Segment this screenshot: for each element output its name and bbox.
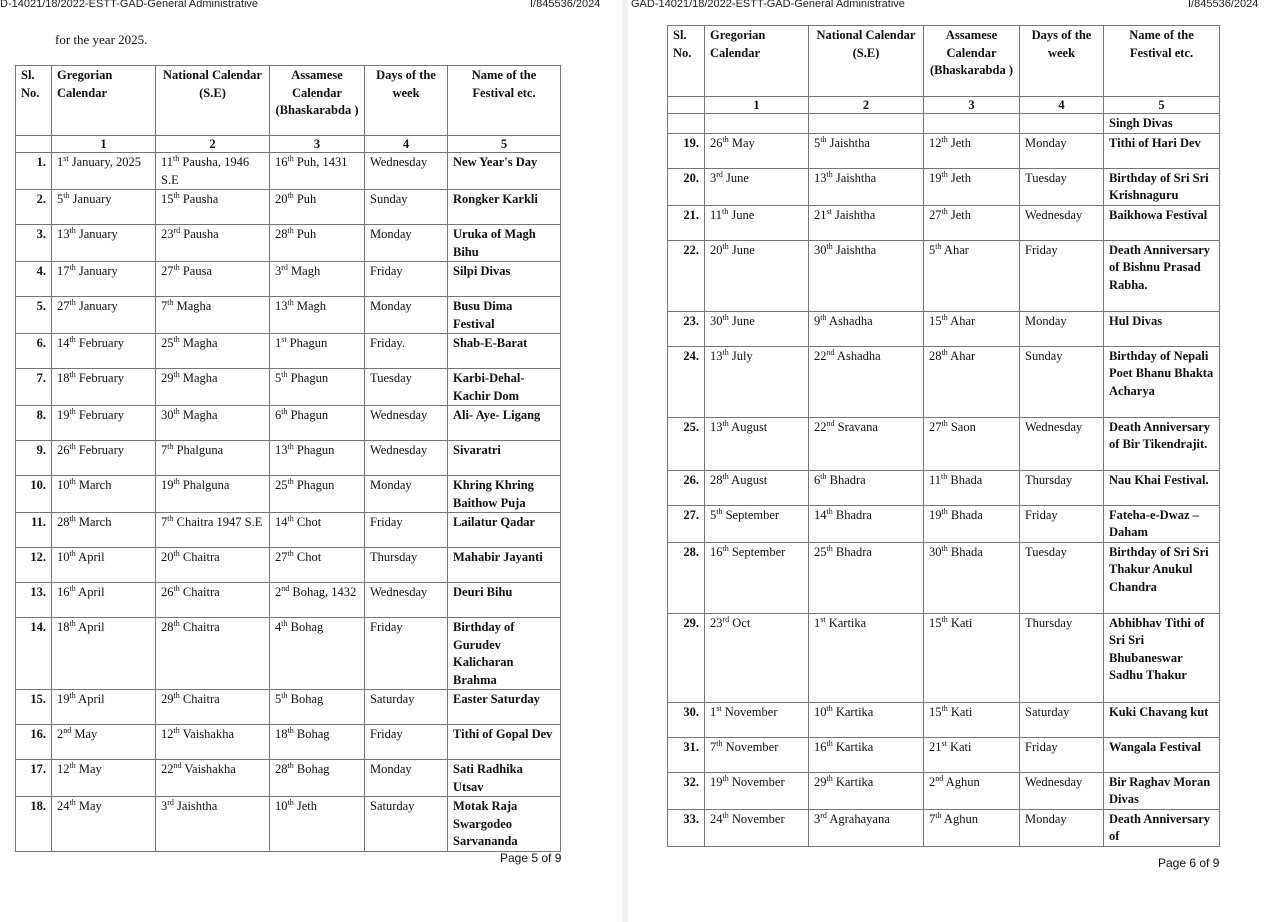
national-date-cell: 21st Jaishtha [809,205,924,240]
sl-cell: 11. [16,513,52,548]
table-row [16,725,561,760]
assamese-date-cell: 1st Phagun [270,334,365,369]
national-date-cell: 16th Kartika [809,737,924,772]
festival-name-cell: Rongker Karkli [448,190,561,225]
gregorian-date-cell: 14th February [52,334,156,369]
sl-cell: 25. [668,417,705,470]
sl-cell: 33. [668,809,705,846]
assamese-date-cell: 19th Jeth [924,168,1020,205]
national-date-cell: 12th Vaishakha [156,725,270,760]
receipt-number-header: I/845536/2024 [530,0,601,10]
sl-cell: 22. [668,240,705,311]
national-date-cell: 29th Kartika [809,772,924,809]
festival-name-cell: Motak Raja Swargodeo Sarvananda [448,797,561,852]
gregorian-date-cell: 26th May [705,133,809,168]
weekday-cell: Sunday [365,190,448,225]
table-row [16,190,561,225]
column-number-row [16,136,561,153]
national-date-cell: 1st Kartika [809,613,924,702]
festival-name-cell: Khring Khring Baithow Puja [448,476,561,513]
continuation-text: Singh Divas [1104,114,1220,134]
national-date-cell: 14th Bhadra [809,505,924,542]
national-date-cell: 9th Ashadha [809,311,924,346]
continuation-blank [1020,114,1104,134]
table-row [668,737,1220,772]
assamese-date-cell: 6th Phagun [270,406,365,441]
national-date-cell: 19th Phalguna [156,476,270,513]
weekday-cell: Friday [365,513,448,548]
gregorian-date-cell: 7th November [705,737,809,772]
festival-name-cell: Easter Saturday [448,690,561,725]
assamese-date-cell: 19th Bhada [924,505,1020,542]
assamese-date-cell: 21st Kati [924,737,1020,772]
table-row [668,240,1220,311]
festival-name-cell: Fateha-e-Dwaz – Daham [1104,505,1220,542]
sl-cell: 15. [16,690,52,725]
table-row [668,205,1220,240]
national-date-cell: 5th Jaishtha [809,133,924,168]
document-page-6 [628,0,1280,922]
table-row [668,168,1220,205]
weekday-cell: Monday [365,297,448,334]
weekday-cell: Friday. [365,334,448,369]
weekday-cell: Thursday [365,548,448,583]
gregorian-date-cell: 16th September [705,542,809,613]
national-date-cell: 30th Magha [156,406,270,441]
table-row [16,618,561,690]
table-row [668,613,1220,702]
weekday-cell: Wednesday [365,153,448,190]
assamese-date-cell: 28th Puh [270,225,365,262]
festival-name-cell: Birthday of Nepali Poet Bhanu Bhakta Acharya [1104,346,1220,417]
assamese-date-cell: 15th Kati [924,613,1020,702]
table-row [16,153,561,190]
assamese-date-cell: 4th Bohag [270,618,365,690]
table-row [16,225,561,262]
sl-cell: 2. [16,190,52,225]
festival-name-cell: Death Anniversary of Bishnu Prasad Rabha. [1104,240,1220,311]
gregorian-date-cell: 18th April [52,618,156,690]
weekday-cell: Wednesday [365,406,448,441]
file-reference-header: D-14021/18/2022-ESTT-GAD-General Administrative [0,0,259,10]
national-date-cell: 26th Chaitra [156,583,270,618]
national-date-cell: 20th Chaitra [156,548,270,583]
table-row [16,441,561,476]
weekday-cell: Friday [365,618,448,690]
sl-cell: 28. [668,542,705,613]
col-number: 1 [52,136,156,153]
weekday-cell: Wednesday [365,441,448,476]
weekday-cell: Tuesday [1020,542,1104,613]
col-number: 3 [270,136,365,153]
sl-cell: 12. [16,548,52,583]
weekday-cell: Saturday [1020,702,1104,737]
sl-cell: 23. [668,311,705,346]
col-header-sl: Sl. No. [668,26,705,97]
festival-name-cell: Birthday of Sri Sri Krishnaguru [1104,168,1220,205]
national-date-cell: 27th Pausa [156,262,270,297]
table-row [668,542,1220,613]
festival-name-cell: Birthday of Sri Sri Thakur Anukul Chandra [1104,542,1220,613]
weekday-cell: Thursday [1020,470,1104,505]
gregorian-date-cell: 10th March [52,476,156,513]
gregorian-date-cell: 20th June [705,240,809,311]
sl-cell: 27. [668,505,705,542]
national-date-cell: 22nd Vaishakha [156,760,270,797]
assamese-date-cell: 5th Phagun [270,369,365,406]
festival-name-cell: Sivaratri [448,441,561,476]
festival-name-cell: Tithi of Gopal Dev [448,725,561,760]
national-date-cell: 29th Chaitra [156,690,270,725]
sl-cell: 10. [16,476,52,513]
festival-name-cell: Lailatur Qadar [448,513,561,548]
continuation-blank [705,114,809,134]
weekday-cell: Thursday [1020,613,1104,702]
weekday-cell: Friday [365,262,448,297]
col-header-assamese: Assamese Calendar (Bhaskarabda ) [924,26,1020,97]
gregorian-date-cell: 13th August [705,417,809,470]
assamese-date-cell: 25th Phagun [270,476,365,513]
table-row [668,470,1220,505]
table-row [16,797,561,852]
sl-cell: 18. [16,797,52,852]
assamese-date-cell: 30th Bhada [924,542,1020,613]
assamese-date-cell: 28th Ahar [924,346,1020,417]
festival-name-cell: Silpi Divas [448,262,561,297]
col-number: 2 [156,136,270,153]
festival-name-cell: Baikhowa Festival [1104,205,1220,240]
weekday-cell: Friday [1020,505,1104,542]
gregorian-date-cell: 19th April [52,690,156,725]
col-number-blank [16,136,52,153]
national-date-cell: 30th Jaishtha [809,240,924,311]
sl-cell: 20. [668,168,705,205]
sl-cell: 19. [668,133,705,168]
table-row [668,133,1220,168]
table-row [16,690,561,725]
weekday-cell: Wednesday [1020,205,1104,240]
weekday-cell: Wednesday [365,583,448,618]
weekday-cell: Wednesday [1020,772,1104,809]
weekday-cell: Saturday [365,690,448,725]
gregorian-date-cell: 13th July [705,346,809,417]
holiday-table-left [15,65,561,852]
col-header-national: National Calendar (S.E) [156,66,270,136]
national-date-cell: 6th Bhadra [809,470,924,505]
national-date-cell: 28th Chaitra [156,618,270,690]
gregorian-date-cell: 19th November [705,772,809,809]
table-row [668,772,1220,809]
intro-text: for the year 2025. [55,32,148,47]
col-number: 4 [365,136,448,153]
col-header-national: National Calendar (S.E) [809,26,924,97]
sl-cell: 7. [16,369,52,406]
gregorian-date-cell: 17th January [52,262,156,297]
col-header-sl: Sl. No. [16,66,52,136]
gregorian-date-cell: 12th May [52,760,156,797]
table-row [668,311,1220,346]
assamese-date-cell: 11th Bhada [924,470,1020,505]
table-row [668,505,1220,542]
assamese-date-cell: 27th Saon [924,417,1020,470]
weekday-cell: Monday [365,225,448,262]
national-date-cell: 3rd Agrahayana [809,809,924,846]
weekday-cell: Tuesday [365,369,448,406]
continuation-blank [809,114,924,134]
festival-name-cell: Wangala Festival [1104,737,1220,772]
sl-cell: 1. [16,153,52,190]
weekday-cell: Sunday [1020,346,1104,417]
weekday-cell: Wednesday [1020,417,1104,470]
gregorian-date-cell: 24th May [52,797,156,852]
sl-cell: 4. [16,262,52,297]
table-row [668,809,1220,846]
sl-cell: 30. [668,702,705,737]
national-date-cell: 22nd Ashadha [809,346,924,417]
national-date-cell: 7th Magha [156,297,270,334]
festival-name-cell: Karbi-Dehal-Kachir Dom [448,369,561,406]
weekday-cell: Saturday [365,797,448,852]
national-date-cell: 29th Magha [156,369,270,406]
table-header-row [668,26,1220,97]
national-date-cell: 25th Magha [156,334,270,369]
assamese-date-cell: 13th Magh [270,297,365,334]
table-row [16,334,561,369]
festival-name-cell: Mahabir Jayanti [448,548,561,583]
festival-name-cell: Nau Khai Festival. [1104,470,1220,505]
file-reference-header: GAD-14021/18/2022-ESTT-GAD-General Administrative [631,0,905,10]
column-number-row [668,97,1220,114]
table-row [16,369,561,406]
holiday-table-right [667,25,1220,847]
festival-name-cell: Bir Raghav Moran Divas [1104,772,1220,809]
col-header-festival: Name of the Festival etc. [448,66,561,136]
assamese-date-cell: 14th Chot [270,513,365,548]
assamese-date-cell: 7th Aghun [924,809,1020,846]
sl-cell: 21. [668,205,705,240]
national-date-cell: 10th Kartika [809,702,924,737]
continuation-blank [668,114,705,134]
sl-cell: 9. [16,441,52,476]
festival-name-cell: New Year's Day [448,153,561,190]
festival-name-cell: Hul Divas [1104,311,1220,346]
sl-cell: 6. [16,334,52,369]
gregorian-date-cell: 13th January [52,225,156,262]
assamese-date-cell: 13th Phagun [270,441,365,476]
festival-name-cell: Sati Radhika Utsav [448,760,561,797]
continuation-blank [924,114,1020,134]
col-number: 2 [809,97,924,114]
table-row [16,297,561,334]
sl-cell: 17. [16,760,52,797]
festival-name-cell: Uruka of Magh Bihu [448,225,561,262]
table-row [16,513,561,548]
festival-name-cell: Abhibhav Tithi of Sri Sri Bhubaneswar Sadhu Thakur [1104,613,1220,702]
table-row [16,583,561,618]
gregorian-date-cell: 1st November [705,702,809,737]
assamese-date-cell: 16th Puh, 1431 [270,153,365,190]
weekday-cell: Friday [1020,240,1104,311]
national-date-cell: 7th Chaitra 1947 S.E [156,513,270,548]
gregorian-date-cell: 24th November [705,809,809,846]
assamese-date-cell: 2nd Aghun [924,772,1020,809]
gregorian-date-cell: 18th February [52,369,156,406]
sl-cell: 29. [668,613,705,702]
gregorian-date-cell: 10th April [52,548,156,583]
document-page-5 [0,0,622,922]
table-row [16,548,561,583]
festival-name-cell: Tithi of Hari Dev [1104,133,1220,168]
festival-name-cell: Busu Dima Festival [448,297,561,334]
national-date-cell: 7th Phalguna [156,441,270,476]
page-number: Page 5 of 9 [500,851,562,865]
festival-name-cell: Shab-E-Barat [448,334,561,369]
col-header-day: Days of the week [365,66,448,136]
assamese-date-cell: 10th Jeth [270,797,365,852]
table-header-row [16,66,561,136]
sl-cell: 16. [16,725,52,760]
table-row [16,262,561,297]
table-row [16,760,561,797]
col-header-gregorian: Gregorian Calendar [52,66,156,136]
table-row [16,476,561,513]
gregorian-date-cell: 26th February [52,441,156,476]
col-number: 4 [1020,97,1104,114]
receipt-number-header: I/845536/2024 [1188,0,1259,10]
weekday-cell: Monday [1020,311,1104,346]
weekday-cell: Monday [365,760,448,797]
col-number: 5 [448,136,561,153]
gregorian-date-cell: 11th June [705,205,809,240]
weekday-cell: Friday [365,725,448,760]
weekday-cell: Friday [1020,737,1104,772]
sl-cell: 3. [16,225,52,262]
sl-cell: 5. [16,297,52,334]
festival-name-cell: Death Anniversary of Bir Tikendrajit. [1104,417,1220,470]
festival-name-cell: Death Anniversary of [1104,809,1220,846]
festival-name-cell: Kuki Chavang kut [1104,702,1220,737]
sl-cell: 24. [668,346,705,417]
assamese-date-cell: 28th Bohag [270,760,365,797]
gregorian-date-cell: 2nd May [52,725,156,760]
col-number: 5 [1104,97,1220,114]
festival-name-cell: Deuri Bihu [448,583,561,618]
col-header-festival: Name of the Festival etc. [1104,26,1220,97]
sl-cell: 14. [16,618,52,690]
gregorian-date-cell: 19th February [52,406,156,441]
gregorian-date-cell: 27th January [52,297,156,334]
gregorian-date-cell: 5th January [52,190,156,225]
national-date-cell: 11th Pausha, 1946 S.E [156,153,270,190]
table-row [668,417,1220,470]
national-date-cell: 3rd Jaishtha [156,797,270,852]
sl-cell: 31. [668,737,705,772]
sl-cell: 32. [668,772,705,809]
col-header-day: Days of the week [1020,26,1104,97]
national-date-cell: 25th Bhadra [809,542,924,613]
national-date-cell: 15th Pausha [156,190,270,225]
sl-cell: 13. [16,583,52,618]
gregorian-date-cell: 3rd June [705,168,809,205]
col-header-assamese: Assamese Calendar (Bhaskarabda ) [270,66,365,136]
assamese-date-cell: 27th Chot [270,548,365,583]
weekday-cell: Tuesday [1020,168,1104,205]
weekday-cell: Monday [365,476,448,513]
assamese-date-cell: 15th Kati [924,702,1020,737]
gregorian-date-cell: 30th June [705,311,809,346]
col-number: 1 [705,97,809,114]
national-date-cell: 13th Jaishtha [809,168,924,205]
gregorian-date-cell: 1st January, 2025 [52,153,156,190]
sl-cell: 8. [16,406,52,441]
col-header-gregorian: Gregorian Calendar [705,26,809,97]
national-date-cell: 22nd Sravana [809,417,924,470]
gregorian-date-cell: 5th September [705,505,809,542]
table-row [668,346,1220,417]
assamese-date-cell: 15th Ahar [924,311,1020,346]
col-number: 3 [924,97,1020,114]
gregorian-date-cell: 23rd Oct [705,613,809,702]
table-row [668,702,1220,737]
gregorian-date-cell: 16th April [52,583,156,618]
assamese-date-cell: 3rd Magh [270,262,365,297]
assamese-date-cell: 5th Bohag [270,690,365,725]
festival-name-cell: Birthday of Gurudev Kalicharan Brahma [448,618,561,690]
assamese-date-cell: 20th Puh [270,190,365,225]
festival-name-cell: Ali- Aye- Ligang [448,406,561,441]
sl-cell: 26. [668,470,705,505]
weekday-cell: Monday [1020,133,1104,168]
national-date-cell: 23rd Pausha [156,225,270,262]
weekday-cell: Monday [1020,809,1104,846]
assamese-date-cell: 2nd Bohag, 1432 [270,583,365,618]
continuation-row [668,114,1220,134]
assamese-date-cell: 5th Ahar [924,240,1020,311]
assamese-date-cell: 27th Jeth [924,205,1020,240]
assamese-date-cell: 12th Jeth [924,133,1020,168]
table-row [16,406,561,441]
gregorian-date-cell: 28th August [705,470,809,505]
col-number-blank [668,97,705,114]
page-number: Page 6 of 9 [1158,856,1220,870]
gregorian-date-cell: 28th March [52,513,156,548]
assamese-date-cell: 18th Bohag [270,725,365,760]
